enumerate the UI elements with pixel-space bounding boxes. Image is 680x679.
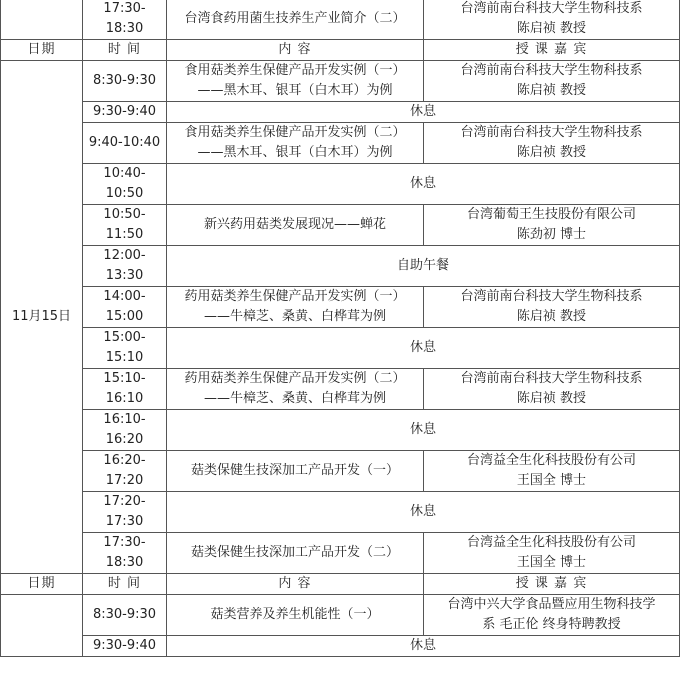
time-cell-line: 10:50 <box>105 186 144 201</box>
time-cell <box>83 123 167 164</box>
content-cell-line: 药用菇类养生保健产品开发实例（一） <box>184 289 406 304</box>
content-cell <box>167 369 424 410</box>
header-date: 日期 <box>1 40 83 61</box>
time-cell-line: 9:30-9:40 <box>92 638 157 653</box>
break-cell: 休息 <box>167 636 680 657</box>
schedule-row <box>1 328 680 369</box>
schedule-row <box>1 246 680 287</box>
time-cell-line: 17:20- <box>103 494 146 509</box>
time-cell-line: 16:20- <box>103 453 146 468</box>
date-cell: 11月15日 <box>1 61 83 574</box>
speaker-cell-line: 陈启祯 教授 <box>516 145 587 160</box>
time-cell-line: 11:50 <box>105 227 144 242</box>
speaker-cell <box>424 451 680 492</box>
speaker-cell-line: 王国全 博士 <box>516 555 587 570</box>
content-cell-line: 药用菇类养生保健产品开发实例（二） <box>184 371 406 386</box>
speaker-cell-line: 陈劲初 博士 <box>516 227 587 242</box>
header-content: 内 容 <box>167 40 424 61</box>
header-row <box>1 40 680 61</box>
content-cell-line: 台湾食药用菌生技养生产业简介（二） <box>184 11 406 26</box>
time-cell-line: 16:20 <box>105 432 144 447</box>
time-cell <box>83 102 167 123</box>
time-cell-line: 12:00- <box>103 248 146 263</box>
speaker-cell <box>424 287 680 328</box>
content-cell <box>167 61 424 102</box>
time-cell <box>83 492 167 533</box>
content-cell-line: ——牛樟芝、桑黄、白桦茸为例 <box>203 391 386 406</box>
schedule-body <box>1 0 680 657</box>
break-cell: 休息 <box>167 492 680 533</box>
time-cell-line: 17:30- <box>103 1 146 16</box>
speaker-cell-line: 陈启祯 教授 <box>516 21 587 36</box>
schedule-row <box>1 595 680 636</box>
time-cell-line: 14:00- <box>103 289 146 304</box>
time-cell-line: 15:00 <box>105 309 144 324</box>
break-cell: 休息 <box>167 410 680 451</box>
date-cell <box>1 595 83 657</box>
time-cell <box>83 61 167 102</box>
content-cell <box>167 595 424 636</box>
time-cell-line: 8:30-9:30 <box>92 607 157 622</box>
content-cell-line: 菇类保健生技深加工产品开发（一） <box>190 463 399 478</box>
time-cell-line: 10:50- <box>103 207 146 222</box>
speaker-cell-line: 台湾益全生化科技股份有公司 <box>466 453 636 468</box>
schedule-row <box>1 123 680 164</box>
header-speaker: 授 课 嘉 宾 <box>424 40 680 61</box>
date-cell <box>1 0 83 40</box>
speaker-cell-line: 台湾前南台科技大学生物科技系 <box>460 1 643 16</box>
speaker-cell-line: 王国全 博士 <box>516 473 587 488</box>
schedule-row <box>1 164 680 205</box>
header-time: 时 间 <box>83 574 167 595</box>
time-cell-line: 15:10- <box>103 371 146 386</box>
break-cell: 休息 <box>167 328 680 369</box>
speaker-cell <box>424 205 680 246</box>
time-cell-line: 10:40- <box>103 166 146 181</box>
content-cell <box>167 123 424 164</box>
time-cell <box>83 410 167 451</box>
time-cell <box>83 369 167 410</box>
speaker-cell-line: 台湾中兴大学食品暨应用生物科技学 <box>447 597 656 612</box>
content-cell <box>167 287 424 328</box>
content-cell-line: ——黑木耳、银耳（白木耳）为例 <box>197 83 393 98</box>
time-cell-line: 15:10 <box>105 350 144 365</box>
header-row <box>1 574 680 595</box>
time-cell-line: 18:30 <box>105 21 144 36</box>
speaker-cell-line: 台湾葡萄王生技股份有限公司 <box>466 207 636 222</box>
schedule-row <box>1 0 680 40</box>
header-date: 日期 <box>1 574 83 595</box>
content-cell-line: 食用菇类养生保健产品开发实例（二） <box>184 125 406 140</box>
break-cell: 休息 <box>167 164 680 205</box>
time-cell <box>83 205 167 246</box>
time-cell <box>83 451 167 492</box>
speaker-cell <box>424 123 680 164</box>
content-cell-line: ——黑木耳、银耳（白木耳）为例 <box>197 145 393 160</box>
schedule-row <box>1 102 680 123</box>
speaker-cell-line: 台湾前南台科技大学生物科技系 <box>460 289 643 304</box>
time-cell-line: 8:30-9:30 <box>92 73 157 88</box>
speaker-cell <box>424 369 680 410</box>
time-cell <box>83 287 167 328</box>
content-cell <box>167 533 424 574</box>
content-cell <box>167 0 424 40</box>
header-time: 时 间 <box>83 40 167 61</box>
speaker-cell-line: 系 毛正伦 终身特聘教授 <box>482 617 621 632</box>
time-cell-line: 15:00- <box>103 330 146 345</box>
time-cell-line: 9:40-10:40 <box>88 135 161 150</box>
speaker-cell <box>424 533 680 574</box>
time-cell-line: 13:30 <box>105 268 144 283</box>
schedule-row <box>1 636 680 657</box>
time-cell <box>83 533 167 574</box>
speaker-cell-line: 陈启祯 教授 <box>516 391 587 406</box>
content-cell-line: 菇类保健生技深加工产品开发（二） <box>190 545 399 560</box>
time-cell-line: 16:10 <box>105 391 144 406</box>
time-cell-line: 18:30 <box>105 555 144 570</box>
time-cell-line: 17:20 <box>105 473 144 488</box>
time-cell <box>83 164 167 205</box>
speaker-cell <box>424 61 680 102</box>
time-cell <box>83 636 167 657</box>
time-cell <box>83 0 167 40</box>
break-cell: 自助午餐 <box>167 246 680 287</box>
speaker-cell-line: 陈启祯 教授 <box>516 309 587 324</box>
header-speaker: 授 课 嘉 宾 <box>424 574 680 595</box>
time-cell <box>83 328 167 369</box>
content-cell-line: ——牛樟芝、桑黄、白桦茸为例 <box>203 309 386 324</box>
schedule-row <box>1 451 680 492</box>
schedule-row <box>1 287 680 328</box>
time-cell-line: 17:30 <box>105 514 144 529</box>
schedule-row <box>1 533 680 574</box>
time-cell-line: 16:10- <box>103 412 146 427</box>
content-cell-line: 新兴药用菇类发展现况——蝉花 <box>203 217 386 232</box>
content-cell <box>167 451 424 492</box>
speaker-cell-line: 台湾前南台科技大学生物科技系 <box>460 125 643 140</box>
time-cell-line: 17:30- <box>103 535 146 550</box>
schedule-row <box>1 410 680 451</box>
speaker-cell <box>424 0 680 40</box>
header-content: 内 容 <box>167 574 424 595</box>
schedule-row <box>1 369 680 410</box>
speaker-cell-line: 台湾前南台科技大学生物科技系 <box>460 371 643 386</box>
break-cell: 休息 <box>167 102 680 123</box>
speaker-cell-line: 台湾益全生化科技股份有公司 <box>466 535 636 550</box>
time-cell <box>83 595 167 636</box>
speaker-cell-line: 台湾前南台科技大学生物科技系 <box>460 63 643 78</box>
schedule-row <box>1 61 680 102</box>
schedule-row <box>1 492 680 533</box>
content-cell-line: 菇类营养及养生机能性（一） <box>210 607 380 622</box>
speaker-cell <box>424 595 680 636</box>
content-cell <box>167 205 424 246</box>
time-cell-line: 9:30-9:40 <box>92 104 157 119</box>
content-cell-line: 食用菇类养生保健产品开发实例（一） <box>184 63 406 78</box>
schedule-row <box>1 205 680 246</box>
time-cell <box>83 246 167 287</box>
speaker-cell-line: 陈启祯 教授 <box>516 83 587 98</box>
